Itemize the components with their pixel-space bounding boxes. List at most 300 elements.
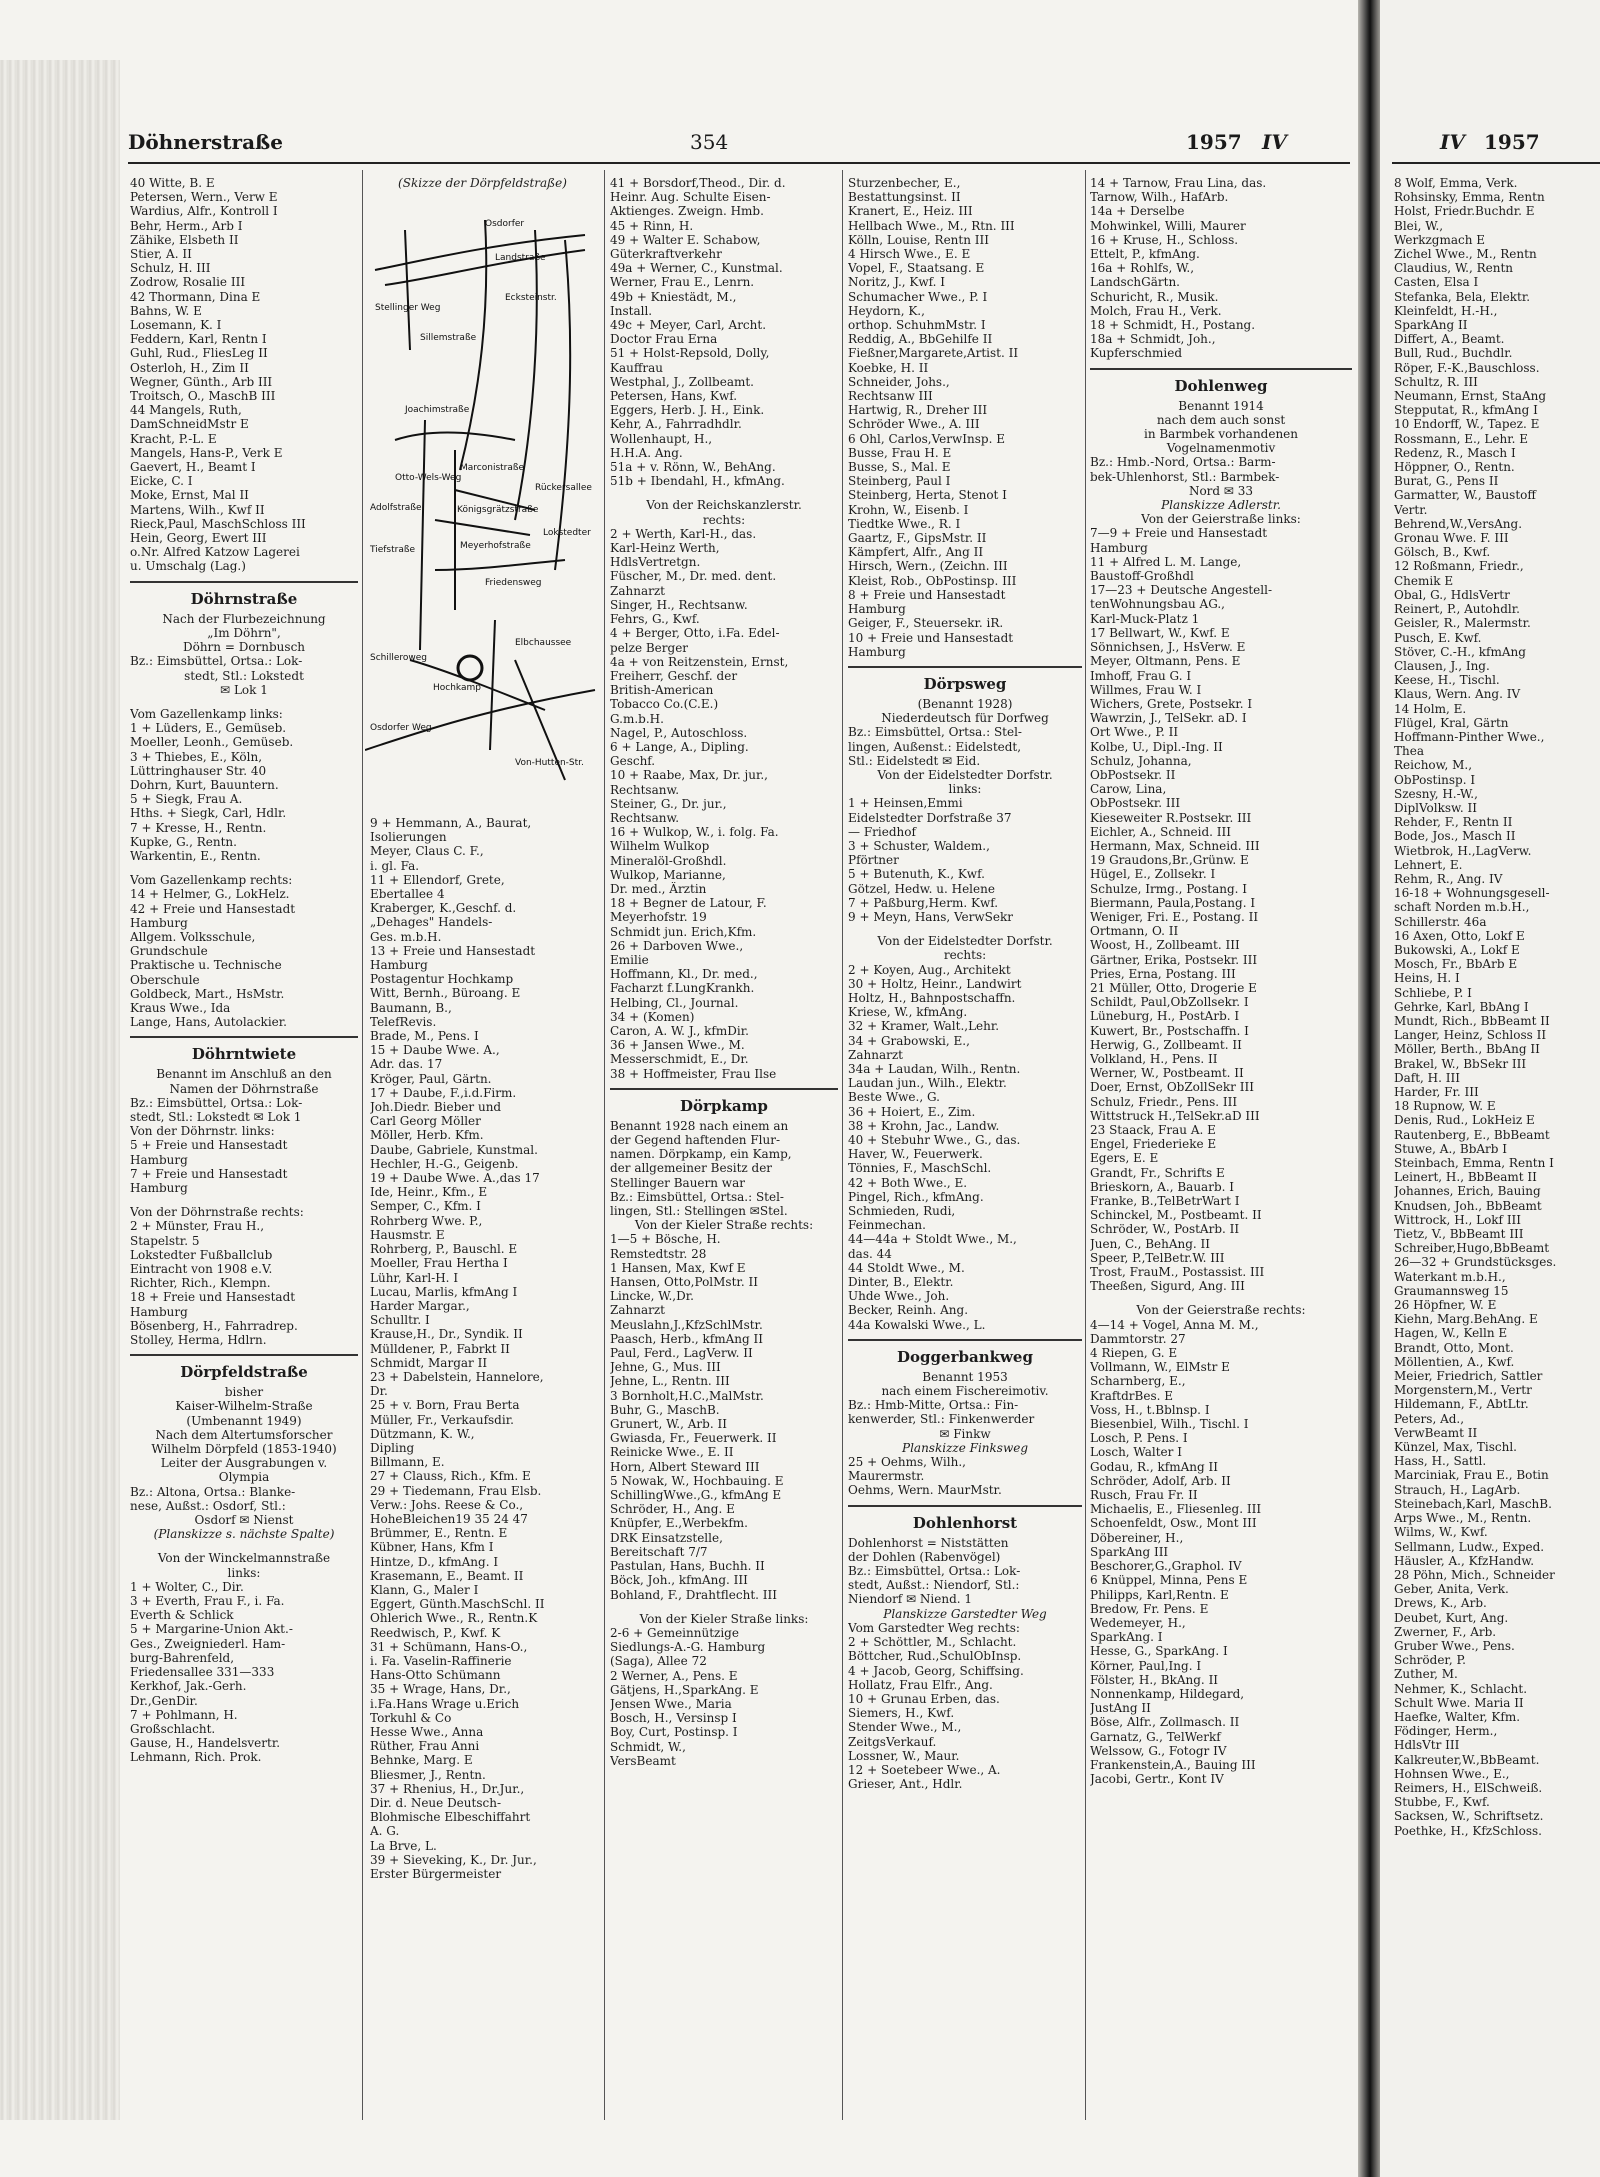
directory-entry: Nord ✉ 33 bbox=[1188, 483, 1254, 498]
directory-entry: Bz.: Hmb.-Nord, Ortsa.: Barm- bbox=[1090, 455, 1276, 470]
directory-entry: 40 Witte, B. E bbox=[130, 176, 215, 190]
directory-entry: 31 + Schümann, Hans-O., bbox=[370, 1639, 528, 1654]
directory-entry: 38 + Hoffmeister, Frau Ilse bbox=[610, 1066, 777, 1081]
directory-entry: Schliebe, P. I bbox=[1394, 985, 1472, 1000]
directory-entry: Rohrberg Wwe. P., bbox=[370, 1213, 483, 1228]
directory-entry: 49 + Walter E. Schabow, bbox=[610, 232, 761, 247]
directory-entry: Freiherr, Geschf. der bbox=[610, 668, 738, 683]
column-divider bbox=[1085, 170, 1086, 2120]
directory-entry: Baustoff-Großhdl bbox=[1090, 569, 1194, 584]
directory-entry: Schröder Wwe., A. III bbox=[848, 417, 980, 432]
directory-entry: 4a + von Reitzenstein, Ernst, bbox=[610, 654, 789, 669]
directory-entry: Erster Bürgermeister bbox=[370, 1867, 502, 1882]
directory-entry: Planskizze Adlerstr. bbox=[1161, 498, 1281, 513]
directory-entry: Behnke, Marg. E bbox=[370, 1753, 473, 1768]
directory-entry: Möller, Berth., BbAng II bbox=[1394, 1042, 1540, 1057]
directory-entry: Chemik E bbox=[1394, 573, 1454, 588]
map-label: Adolfstraße bbox=[370, 503, 422, 513]
directory-entry: Bz.: Eimsbüttel, Ortsa.: Stel- bbox=[610, 1189, 784, 1204]
directory-entry: Neumann, Ernst, StaAng bbox=[1394, 389, 1547, 404]
directory-entry: Bredow, Fr. Pens. E bbox=[1090, 1601, 1209, 1616]
directory-entry: nach dem auch sonst bbox=[1156, 412, 1286, 427]
directory-entry: Thea bbox=[1394, 744, 1424, 759]
directory-entry: Eggert, Günth.MaschSchl. II bbox=[370, 1597, 545, 1612]
directory-entry: G.m.b.H. bbox=[610, 711, 664, 726]
directory-entry: links: bbox=[948, 782, 982, 797]
section-divider bbox=[848, 1505, 1082, 1507]
directory-entry: Maurermstr. bbox=[848, 1469, 925, 1484]
directory-entry: (Saga), Allee 72 bbox=[610, 1654, 707, 1669]
directory-entry: 21 Müller, Otto, Drogerie E bbox=[1090, 980, 1257, 995]
directory-entry: Holtz, H., Bahnpostschaffn. bbox=[848, 990, 1016, 1005]
directory-entry: JustAng II bbox=[1090, 1701, 1151, 1716]
directory-entry: Claudius, W., Rentn bbox=[1394, 261, 1514, 276]
directory-entry: 7 + Paßburg,Herm. Kwf. bbox=[848, 895, 999, 910]
directory-entry: Von der Kieler Straße links: bbox=[639, 1611, 809, 1626]
directory-entry: der allgemeiner Besitz der bbox=[610, 1161, 773, 1176]
directory-entry: Doer, Ernst, ObZollSekr III bbox=[1090, 1080, 1254, 1095]
directory-entry: Hans-Otto Schümann bbox=[370, 1668, 501, 1683]
directory-entry: Kölln, Louise, Rentn III bbox=[848, 232, 989, 247]
directory-entry: das. 44 bbox=[848, 1246, 892, 1261]
directory-entry: 18 + Begner de Latour, F. bbox=[610, 896, 767, 911]
directory-entry: Vom Gazellenkamp links: bbox=[130, 706, 283, 721]
directory-entry: Heinr. Aug. Schulte Eisen- bbox=[610, 190, 771, 205]
directory-entry: Steinberg, Herta, Stenot I bbox=[848, 488, 1007, 503]
directory-entry: Lühr, Karl-H. I bbox=[370, 1270, 459, 1285]
directory-entry: Stolley, Herma, Hdlrn. bbox=[130, 1333, 267, 1348]
directory-entry: Müller, Fr., Verkaufsdir. bbox=[370, 1412, 514, 1427]
directory-entry: Steinbach, Emma, Rentn I bbox=[1394, 1156, 1554, 1171]
directory-entry: 49a + Werner, C., Kunstmal. bbox=[610, 261, 783, 276]
directory-entry: 12 + Soetebeer Wwe., A. bbox=[848, 1762, 1001, 1777]
directory-entry: Poethke, H., KfzSchloss. bbox=[1394, 1823, 1542, 1838]
map-label: Hochkamp bbox=[433, 683, 481, 693]
directory-entry: 9 + Meyn, Hans, VerwSekr bbox=[848, 909, 1013, 924]
directory-entry: (Planskizze s. nächste Spalte) bbox=[153, 1527, 335, 1542]
directory-entry: Olympia bbox=[218, 1470, 270, 1485]
directory-entry: Stepputat, R., kfmAng I bbox=[1394, 403, 1538, 418]
directory-entry: Namen der Döhrnstraße bbox=[169, 1081, 319, 1096]
directory-entry: Kleist, Rob., ObPostinsp. III bbox=[848, 573, 1017, 588]
directory-entry: Gwiasda, Fr., Feuerwerk. II bbox=[610, 1431, 777, 1446]
directory-entry: Wilhelm Wulkop bbox=[610, 839, 710, 854]
directory-entry: Grunert, W., Arb. II bbox=[610, 1417, 727, 1432]
directory-entry: Zwerner, F., Arb. bbox=[1394, 1624, 1497, 1639]
directory-entry: Geisler, R., Malermstr. bbox=[1394, 616, 1531, 631]
map-label: Meyerhofstraße bbox=[460, 541, 531, 551]
directory-entry: Von der Eidelstedter Dorfstr. bbox=[877, 767, 1053, 782]
directory-entry: Pförtner bbox=[848, 853, 899, 868]
directory-entry: bek-Uhlenhorst, Stl.: Barmbek- bbox=[1090, 469, 1280, 484]
directory-entry: Johannes, Erich, Bauing bbox=[1394, 1184, 1541, 1199]
directory-entry: Petersen, Hans, Kwf. bbox=[610, 389, 738, 404]
directory-entry: Gätjens, H.,SparkAng. E bbox=[610, 1682, 759, 1697]
map-label: Friedensweg bbox=[485, 578, 542, 588]
directory-entry: Hildemann, F., AbtLtr. bbox=[1394, 1397, 1529, 1412]
directory-entry: Voss, H., t.Bblnsp. I bbox=[1090, 1402, 1210, 1417]
street-heading: Dörpsweg bbox=[923, 674, 1007, 693]
directory-entry: Bosch, H., Versinsp I bbox=[610, 1711, 737, 1726]
directory-entry: kenwerder, Stl.: Finkenwerder bbox=[848, 1412, 1035, 1427]
directory-entry: 14 + Tarnow, Frau Lina, das. bbox=[1090, 176, 1267, 190]
directory-entry: Krasemann, E., Beamt. II bbox=[370, 1568, 524, 1583]
directory-entry: Wardius, Alfr., Kontroll I bbox=[130, 204, 278, 219]
directory-entry: Noritz, J., Kwf. I bbox=[848, 275, 946, 290]
directory-entry: Wichers, Grete, Postsekr. I bbox=[1090, 696, 1253, 711]
directory-entry: Hamburg bbox=[370, 958, 428, 973]
directory-entry: Von der Eidelstedter Dorfstr. bbox=[877, 934, 1053, 949]
directory-entry: Daft, H. III bbox=[1394, 1070, 1460, 1085]
directory-entry: Dir. d. Neue Deutsch- bbox=[370, 1796, 501, 1811]
directory-entry: Bösenberg, H., Fahrradrep. bbox=[130, 1318, 298, 1333]
directory-entry: 44—44a + Stoldt Wwe., M., bbox=[848, 1232, 1017, 1247]
directory-entry: links: bbox=[227, 1565, 261, 1580]
directory-entry: Holst, Friedr.Buchdr. E bbox=[1394, 204, 1535, 219]
directory-entry: Klaus, Wern. Ang. IV bbox=[1394, 687, 1521, 702]
directory-entry: Pries, Erna, Postang. III bbox=[1090, 966, 1236, 981]
directory-entry: Drews, K., Arb. bbox=[1394, 1596, 1487, 1611]
directory-entry: Böck, Joh., kfmAng. III bbox=[610, 1573, 748, 1588]
directory-entry: Ebertallee 4 bbox=[370, 887, 445, 902]
directory-entry: i.Fa.Hans Wrage u.Erich bbox=[370, 1696, 520, 1711]
directory-entry: Joh.Diedr. Bieber und bbox=[370, 1100, 502, 1115]
directory-entry: Zuther, M. bbox=[1394, 1667, 1458, 1682]
directory-entry: Stubbe, F., Kwf. bbox=[1394, 1795, 1490, 1810]
directory-entry: Morgenstern,M., Vertr bbox=[1394, 1383, 1532, 1398]
directory-entry: Bz.: Eimsbüttel, Ortsa.: Stel- bbox=[848, 725, 1022, 740]
directory-entry: H.H.A. Ang. bbox=[610, 445, 683, 460]
directory-entry: Leinert, H., BbBeamt II bbox=[1394, 1170, 1537, 1185]
directory-entry: schaft Norden m.b.H., bbox=[1394, 900, 1530, 915]
directory-entry: Imhoff, Frau G. I bbox=[1090, 668, 1192, 683]
directory-entry: Rusch, Frau Fr. II bbox=[1090, 1488, 1198, 1503]
map-label: Joachimstraße bbox=[405, 405, 470, 415]
spacer bbox=[130, 1195, 358, 1205]
directory-entry: Schildt, Paul,ObZollsekr. I bbox=[1090, 995, 1249, 1010]
directory-entry: Losch, Walter I bbox=[1090, 1445, 1182, 1460]
column-divider bbox=[362, 170, 363, 2120]
directory-entry: HdlsVtr III bbox=[1394, 1738, 1460, 1753]
directory-entry: Boy, Curt, Postinsp. I bbox=[610, 1725, 738, 1740]
directory-entry: 3 + Thiebes, E., Köln, bbox=[130, 749, 263, 764]
directory-entry: Lincke, W.,Dr. bbox=[610, 1289, 694, 1304]
directory-entry: Tarnow, Wilh., HafArb. bbox=[1090, 190, 1229, 205]
directory-entry: Weniger, Fri. E., Postang. II bbox=[1090, 909, 1259, 924]
directory-entry: Wedemeyer, H., bbox=[1090, 1615, 1186, 1630]
directory-entry: 18 Rupnow, W. E bbox=[1394, 1099, 1496, 1114]
directory-entry: 26 + Darboven Wwe., bbox=[610, 938, 744, 953]
directory-entry: pelze Berger bbox=[610, 640, 689, 655]
directory-entry: Semper, C., Kfm. I bbox=[370, 1199, 481, 1214]
directory-entry: 10 + Raabe, Max, Dr. jur., bbox=[610, 768, 768, 783]
directory-entry: Differt, A., Beamt. bbox=[1394, 332, 1505, 347]
directory-entry: Rehm, R., Ang. IV bbox=[1394, 871, 1503, 886]
directory-entry: Biesenbiel, Wilh., Tischl. I bbox=[1090, 1417, 1249, 1432]
directory-entry: Kämpfert, Alfr., Ang II bbox=[848, 545, 984, 560]
street-heading: Dörpfeldstraße bbox=[180, 1363, 308, 1382]
directory-entry: nese, Außst.: Osdorf, Stl.: bbox=[130, 1498, 286, 1513]
directory-entry: Kupke, G., Rentn. bbox=[130, 834, 237, 849]
directory-entry: SchillingWwe.,G., kfmAng E bbox=[610, 1488, 782, 1503]
directory-entry: 7 + Kresse, H., Rentn. bbox=[130, 820, 267, 835]
directory-entry: Tiedtke Wwe., R. I bbox=[848, 516, 961, 531]
directory-entry: Bereitschaft 7/7 bbox=[610, 1544, 708, 1559]
directory-entry: Keese, H., Tischl. bbox=[1394, 673, 1500, 688]
directory-entry: Gaevert, H., Beamt I bbox=[130, 460, 256, 475]
directory-entry: 5 + Margarine-Union Akt.- bbox=[130, 1622, 293, 1637]
directory-entry: LandschGärtn. bbox=[1090, 275, 1180, 290]
directory-entry: Ohlerich Wwe., R., Rentn.K bbox=[370, 1611, 538, 1626]
directory-entry: Koebke, H. II bbox=[848, 360, 929, 375]
directory-entry: Waterkant m.b.H., bbox=[1394, 1269, 1506, 1284]
directory-entry: Bahns, W. E bbox=[130, 303, 202, 318]
header-rule-left bbox=[128, 162, 1350, 164]
directory-entry: 36 + Jansen Wwe., M. bbox=[610, 1038, 745, 1053]
directory-entry: Lüttringhauser Str. 40 bbox=[130, 763, 267, 778]
directory-entry: Ettelt, P., kfmAng. bbox=[1090, 247, 1200, 262]
directory-entry: Schmidt, W., bbox=[610, 1739, 686, 1754]
directory-entry: Schröder, W., PostArb. II bbox=[1090, 1222, 1240, 1237]
directory-entry: Von der Geierstraße rechts: bbox=[1136, 1303, 1306, 1318]
directory-entry: Rechtsanw. bbox=[610, 782, 680, 797]
directory-entry: Mineralöl-Großhdl. bbox=[610, 853, 727, 868]
directory-entry: 7—9 + Freie und Hansestadt bbox=[1090, 526, 1268, 541]
directory-entry: Osterloh, H., Zim II bbox=[130, 360, 249, 375]
directory-entry: 2 Werner, A., Pens. E bbox=[610, 1668, 738, 1683]
directory-entry: 36 + Hoiert, E., Zim. bbox=[848, 1104, 976, 1119]
directory-entry: 10 + Grunau Erben, das. bbox=[848, 1691, 1000, 1706]
directory-entry: 37 + Rhenius, H., Dr.Jur., bbox=[370, 1781, 525, 1796]
directory-entry: ObPostsekr. II bbox=[1090, 767, 1176, 782]
directory-entry: 2-6 + Gemeinnützige bbox=[610, 1625, 739, 1640]
directory-entry: 23 Staack, Frau A. E bbox=[1090, 1123, 1216, 1137]
directory-entry: Behr, Herm., Arb I bbox=[130, 218, 243, 233]
directory-entry: Bz.: Altona, Ortsa.: Blanke- bbox=[130, 1484, 296, 1499]
directory-entry: Böttcher, Rud.,SchulObInsp. bbox=[848, 1649, 1022, 1664]
directory-entry: Ortmann, O. II bbox=[1090, 924, 1179, 939]
page-number: 354 bbox=[690, 130, 729, 154]
directory-entry: Rohsinsky, Emma, Rentn bbox=[1394, 190, 1545, 205]
directory-entry: rechts: bbox=[702, 512, 746, 527]
directory-entry: Hagen, W., Kelln E bbox=[1394, 1326, 1508, 1341]
directory-entry: der Dohlen (Rabenvögel) bbox=[848, 1549, 1001, 1564]
directory-entry: Kauffrau bbox=[610, 360, 663, 375]
directory-entry: Siemers, H., Kwf. bbox=[848, 1706, 955, 1721]
directory-entry: 16 + Kruse, H., Schloss. bbox=[1090, 232, 1239, 247]
directory-entry: 39 + Sieveking, K., Dr. Jur., bbox=[370, 1852, 537, 1867]
street-heading: Döhrntwiete bbox=[191, 1045, 297, 1064]
directory-entry: SparkAng II bbox=[1394, 318, 1468, 333]
directory-entry: Lucau, Marlis, kfmAng I bbox=[370, 1284, 518, 1299]
directory-entry: 44a Kowalski Wwe., L. bbox=[848, 1317, 986, 1332]
directory-entry: Vom Gazellenkamp rechts: bbox=[130, 873, 293, 888]
directory-entry: Rautenberg, E., BbBeamt bbox=[1394, 1127, 1550, 1142]
page-edge-stack bbox=[0, 60, 120, 2120]
directory-entry: Everth & Schlick bbox=[130, 1608, 234, 1623]
directory-entry: 19 + Daube Wwe. A.,das 17 bbox=[370, 1171, 540, 1186]
directory-entry: Hellbach Wwe., M., Rtn. III bbox=[848, 218, 1015, 233]
directory-entry: Beste Wwe., G. bbox=[848, 1090, 940, 1105]
directory-entry: Moke, Ernst, Mal II bbox=[130, 488, 249, 503]
directory-entry: Krohn, W., Eisenb. I bbox=[848, 502, 969, 517]
directory-entry: Dinter, B., Elektr. bbox=[848, 1275, 954, 1290]
directory-entry: Schröder, P. bbox=[1394, 1653, 1466, 1668]
directory-entry: Allgem. Volksschule, bbox=[130, 929, 256, 944]
directory-entry: Dammtorstr. 27 bbox=[1090, 1331, 1186, 1346]
directory-entry: 2 + Koyen, Aug., Architekt bbox=[848, 962, 1011, 977]
directory-entry: 8 Wolf, Emma, Verk. bbox=[1394, 176, 1518, 190]
directory-entry: Mülldener, P., Fabrkt II bbox=[370, 1341, 510, 1356]
directory-entry: Dr.,GenDir. bbox=[130, 1693, 198, 1708]
directory-entry: Behrend,W.,VersAng. bbox=[1394, 516, 1523, 531]
directory-entry: Becker, Reinh. Ang. bbox=[848, 1303, 969, 1318]
directory-entry: Harder, Fr. III bbox=[1394, 1085, 1479, 1099]
running-title: Döhnerstraße bbox=[128, 130, 283, 154]
directory-entry: Von der Reichskanzlerstr. bbox=[646, 498, 802, 513]
column-divider bbox=[604, 170, 605, 2120]
directory-entry: 44 Mangels, Ruth, bbox=[130, 403, 242, 418]
directory-entry: Scharnberg, E., bbox=[1090, 1374, 1186, 1389]
directory-entry: Heydorn, K., bbox=[848, 303, 925, 318]
directory-entry: 35 + Wrage, Hans, Dr., bbox=[370, 1682, 511, 1697]
directory-entry: Brandt, Otto, Mont. bbox=[1394, 1340, 1514, 1355]
directory-entry: Bestattungsinst. II bbox=[848, 190, 961, 205]
directory-entry: Billmann, E. bbox=[370, 1455, 445, 1470]
spacer bbox=[130, 697, 358, 707]
directory-entry: Vom Garstedter Weg rechts: bbox=[848, 1620, 1020, 1635]
directory-entry: Vollmann, W., ElMstr E bbox=[1090, 1360, 1230, 1375]
directory-entry: Steiner, G., Dr. jur., bbox=[610, 796, 727, 811]
directory-entry: Hamburg bbox=[130, 1152, 188, 1167]
directory-entry: Wawrzin, J., TelSekr. aD. I bbox=[1090, 711, 1247, 726]
directory-entry: SparkAng. I bbox=[1090, 1630, 1163, 1645]
directory-entry: Moeller, Frau Hertha I bbox=[370, 1256, 508, 1271]
directory-entry: der Gegend haftenden Flur- bbox=[610, 1133, 781, 1147]
directory-entry: Engel, Friederieke E bbox=[1090, 1137, 1217, 1152]
directory-entry: Molch, Frau H., Verk. bbox=[1090, 303, 1222, 318]
map-label: Sillemstraße bbox=[420, 333, 477, 343]
directory-entry: Steinebach,Karl, MaschB. bbox=[1394, 1496, 1552, 1511]
directory-entry: Speer, P.,TelBetr.W. III bbox=[1090, 1250, 1225, 1265]
directory-entry: o.Nr. Alfred Katzow Lagerei bbox=[130, 545, 300, 560]
directory-entry: Bz.: Eimsbüttel, Ortsa.: Lok- bbox=[848, 1564, 1021, 1579]
directory-entry: Geschf. bbox=[610, 754, 656, 769]
directory-entry: Stefanka, Bela, Elektr. bbox=[1394, 289, 1531, 304]
directory-entry: Strauch, H., LagArb. bbox=[1394, 1482, 1521, 1497]
directory-entry: Hirsch, Wern., (Zeichn. III bbox=[848, 559, 1008, 574]
directory-entry: i. Fa. Vaselin-Raffinerie bbox=[370, 1653, 512, 1668]
directory-entry: nach einem Fischereimotiv. bbox=[881, 1384, 1049, 1399]
directory-entry: Krause,H., Dr., Syndik. II bbox=[370, 1327, 523, 1342]
directory-entry: Hamburg bbox=[848, 644, 906, 659]
directory-entry: Witt, Bernh., Büroang. E bbox=[370, 986, 521, 1001]
directory-entry: Wietbrok, H.,LagVerw. bbox=[1394, 843, 1532, 858]
directory-entry: Eichler, A., Schneid. III bbox=[1090, 824, 1232, 839]
directory-entry: 2 + Schöttler, M., Schlacht. bbox=[848, 1635, 1017, 1650]
directory-entry: 1 Hansen, Max, Kwf E bbox=[610, 1260, 746, 1275]
directory-entry: 23 + Dabelstein, Hannelore, bbox=[370, 1369, 544, 1384]
directory-entry: SparkAng III bbox=[1090, 1544, 1169, 1559]
directory-entry: Osdorf ✉ Nienst bbox=[194, 1513, 294, 1528]
directory-entry: Gruber Wwe., Pens. bbox=[1394, 1638, 1515, 1653]
directory-entry: Hausmstr. E bbox=[370, 1227, 445, 1242]
directory-entry: Eintracht von 1908 e.V. bbox=[130, 1262, 273, 1277]
directory-entry: Zähike, Elsbeth II bbox=[130, 232, 239, 247]
directory-entry: Jacobi, Gertr., Kont IV bbox=[1090, 1772, 1224, 1787]
directory-entry: Bohland, F., Drahtflecht. III bbox=[610, 1587, 777, 1602]
map-drawing bbox=[365, 190, 600, 790]
directory-entry: Pusch, E. Kwf. bbox=[1394, 630, 1482, 645]
directory-entry: Aktienges. Zweign. Hmb. bbox=[610, 204, 764, 219]
directory-entry: Daube, Gabriele, Kunstmal. bbox=[370, 1142, 538, 1157]
directory-entry: Eidelstedter Dorfstraße 37 bbox=[848, 810, 1012, 825]
directory-entry: Haver, W., Feuerwerk. bbox=[848, 1147, 983, 1162]
column-5 bbox=[1090, 176, 1352, 2136]
directory-entry: Feinmechan. bbox=[848, 1218, 926, 1233]
directory-entry: Laudan jun., Wilh., Elektr. bbox=[848, 1076, 1007, 1091]
section-divider bbox=[848, 1339, 1082, 1341]
directory-entry: — Friedhof bbox=[848, 824, 916, 839]
directory-entry: DiplVolksw. II bbox=[1394, 800, 1477, 815]
directory-entry: 6 Knüppel, Minna, Pens E bbox=[1090, 1573, 1248, 1588]
directory-entry: Sturzenbecher, E., bbox=[848, 176, 961, 190]
directory-entry: Geber, Anita, Verk. bbox=[1394, 1582, 1509, 1597]
directory-entry: 51b + Ibendahl, H., kfmAng. bbox=[610, 474, 785, 489]
directory-entry: Kuwert, Br., Postschaffn. I bbox=[1090, 1023, 1249, 1038]
directory-entry: stedt, Stl.: Lokstedt ✉ Lok 1 bbox=[130, 1109, 302, 1124]
directory-entry: Körner, Paul,Ing. I bbox=[1090, 1658, 1202, 1673]
directory-entry: Siedlungs-A.-G. Hamburg bbox=[610, 1640, 766, 1655]
directory-entry: Brade, M., Pens. I bbox=[370, 1029, 479, 1044]
directory-entry: Sönnichsen, J., HsVerw. E bbox=[1090, 640, 1246, 655]
directory-entry: Kraberger, K.,Geschf. d. bbox=[370, 901, 517, 916]
directory-entry: Knudsen, Joh., BbBeamt bbox=[1394, 1198, 1542, 1213]
directory-entry: Rechtsanw III bbox=[848, 389, 933, 404]
directory-entry: Garmatter, W., Baustoff bbox=[1394, 488, 1536, 503]
directory-entry: Willmes, Frau W. I bbox=[1090, 682, 1202, 697]
directory-entry: 5 + Freie und Hansestadt bbox=[130, 1138, 288, 1153]
column-4 bbox=[848, 176, 1082, 2136]
directory-entry: Eicke, C. I bbox=[130, 474, 193, 489]
directory-entry: Schulz, Johanna, bbox=[1090, 753, 1192, 768]
map-label: Ecksteinstr. bbox=[505, 293, 557, 303]
column-divider bbox=[842, 170, 843, 2120]
directory-entry: Steinberg, Paul I bbox=[848, 474, 951, 489]
directory-entry: Oberschule bbox=[130, 972, 200, 987]
directory-entry: Zahnarzt bbox=[610, 1303, 665, 1318]
directory-entry: Singer, H., Rechtsanw. bbox=[610, 597, 748, 612]
directory-entry: Stl.: Eidelstedt ✉ Eid. bbox=[848, 753, 981, 768]
street-heading: Doggerbankweg bbox=[897, 1347, 1033, 1366]
directory-entry: 27 + Clauss, Rich., Kfm. E bbox=[370, 1469, 531, 1484]
directory-entry: 16 + Wulkop, W., i. folg. Fa. bbox=[610, 825, 779, 840]
directory-entry: Hermann, Max, Schneid. III bbox=[1090, 838, 1260, 853]
directory-entry: Kupferschmied bbox=[1090, 346, 1182, 361]
directory-entry: 3 Bornholt,H.C.,MalMstr. bbox=[610, 1388, 764, 1403]
directory-entry: Dohrn, Kurt, Bauuntern. bbox=[130, 777, 279, 792]
directory-entry: 42 Thormann, Dina E bbox=[130, 289, 261, 304]
directory-entry: Hein, Georg, Ewert III bbox=[130, 531, 267, 546]
directory-entry: Kolbe, U., Dipl.-Ing. II bbox=[1090, 739, 1223, 754]
spacer bbox=[1090, 1293, 1352, 1303]
directory-entry: Feddern, Karl, Rentn I bbox=[130, 332, 267, 347]
directory-entry: Kracht, P.-L. E bbox=[130, 431, 217, 446]
directory-entry: Baumann, B., bbox=[370, 1000, 452, 1015]
directory-entry: Benannt 1953 bbox=[922, 1369, 1008, 1384]
directory-entry: Vertr. bbox=[1394, 502, 1428, 517]
directory-entry: Wilhelm Dörpfeld (1853-1940) bbox=[151, 1442, 337, 1457]
